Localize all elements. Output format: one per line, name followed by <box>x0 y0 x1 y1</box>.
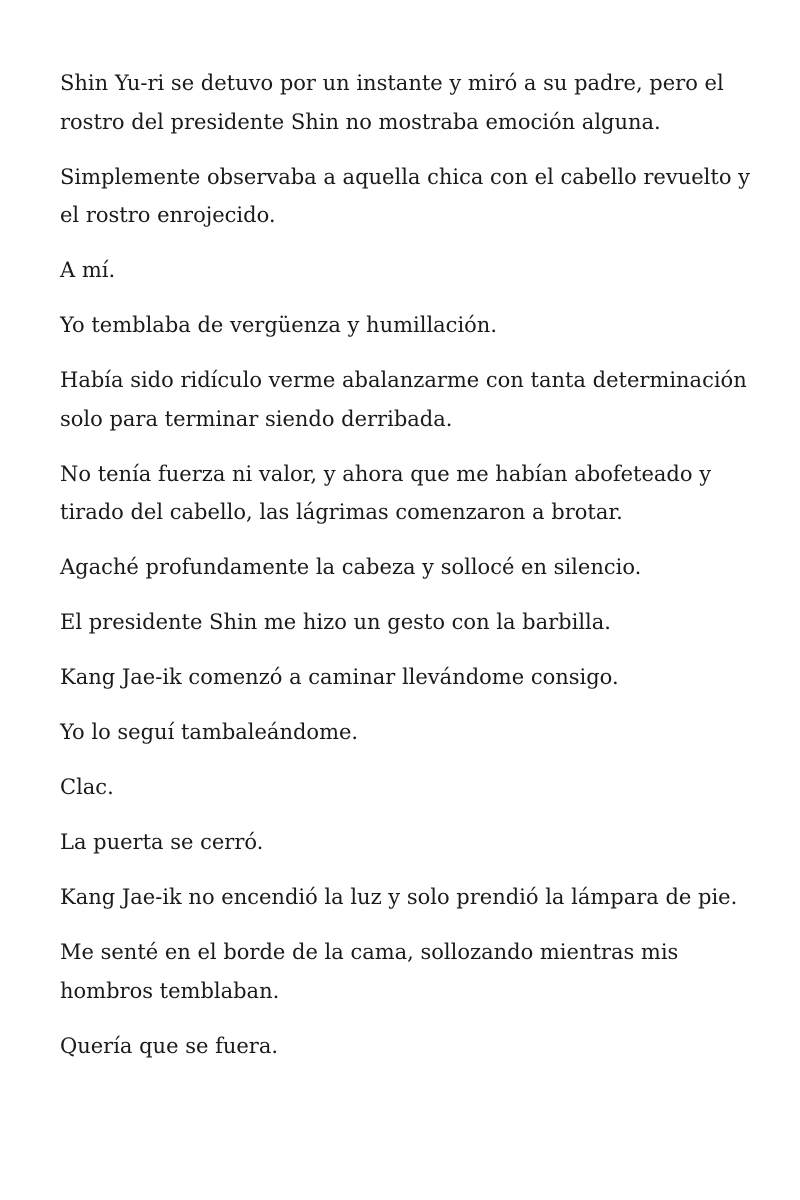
paragraph: Kang Jae-ik no encendió la luz y solo prendió la lámpara de pie. <box>60 885 738 909</box>
paragraph: Kang Jae-ik comenzó a caminar llevándome consigo. <box>60 665 619 689</box>
paragraph: Yo lo seguí tambaleándome. <box>60 720 359 744</box>
paragraph: Había sido ridículo verme abalanzarme con tanta determinación solo para terminar siendo derribada. <box>60 368 747 431</box>
paragraph: Quería que se fuera. <box>60 1033 279 1058</box>
paragraph: Simplemente observaba a aquella chica con el cabello revuelto y el rostro enrojecido. <box>60 164 751 227</box>
text-body <box>60 64 750 1082</box>
paragraph: Yo temblaba de vergüenza y humillación. <box>60 313 498 337</box>
paragraph: Clac. <box>60 775 114 799</box>
paragraph: A mí. <box>60 258 116 282</box>
paragraph: Me senté en el borde de la cama, sollozando mientras mis hombros temblaban. <box>60 940 679 1003</box>
paragraph: El presidente Shin me hizo un gesto con la barbilla. <box>60 610 611 634</box>
paragraph: No tenía fuerza ni valor, y ahora que me habían abofeteado y tirado del cabello, las lágrimas comenzaron a brotar. <box>60 461 712 524</box>
paragraph: Shin Yu-ri se detuvo por un instante y miró a su padre, pero el rostro del presidente Shin no mostraba emoción alguna. <box>60 71 724 134</box>
paragraph: La puerta se cerró. <box>60 830 264 854</box>
paragraph: Agaché profundamente la cabeza y sollocé en silencio. <box>60 555 642 579</box>
